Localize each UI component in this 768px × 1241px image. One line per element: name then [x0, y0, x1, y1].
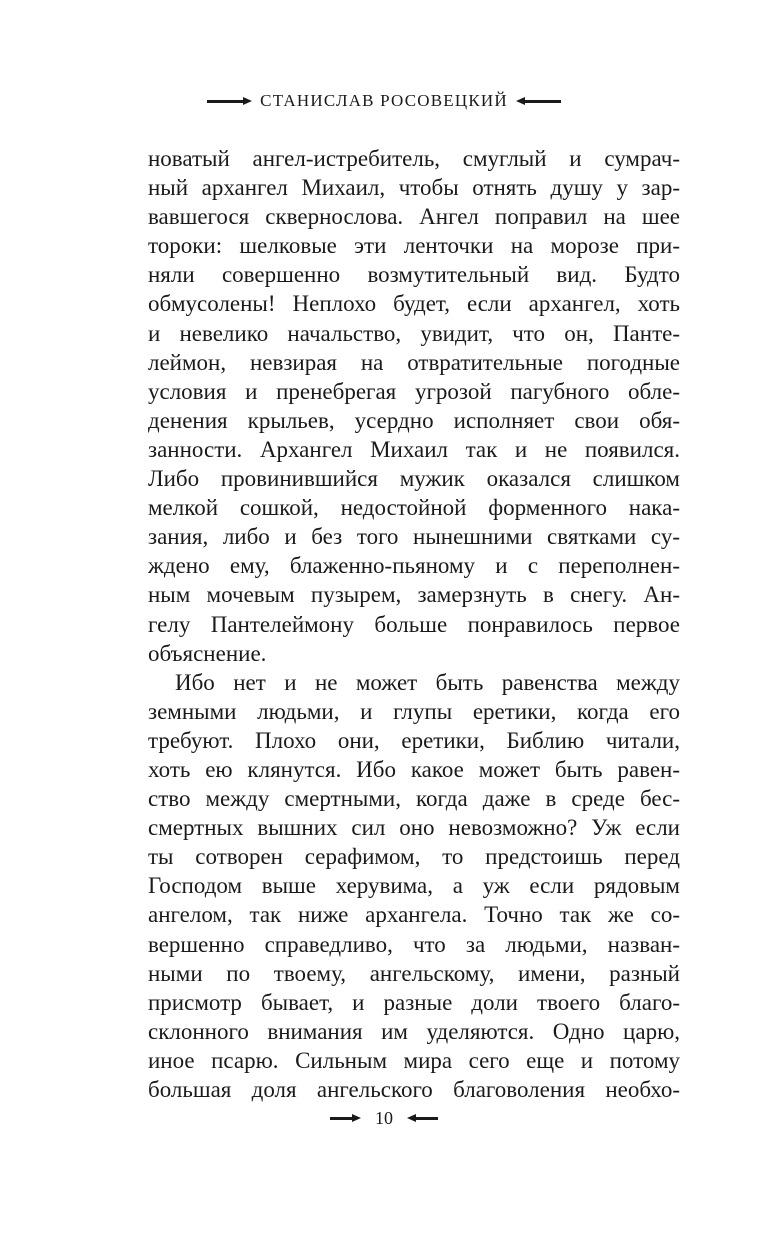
- text-line: ты сотворен серафимом, то предстоишь перед: [148, 844, 680, 870]
- text-line: тороки: шелковые эти ленточки на морозе при-: [148, 233, 680, 259]
- text-line: земными людьми, и глупы еретики, когда его: [148, 698, 680, 724]
- text-line: Либо провинившийся мужик оказался слишком: [148, 466, 680, 492]
- page-number: 10: [375, 1107, 393, 1128]
- text-line: обмусолены! Неплохо будет, если архангел, хоть: [148, 291, 680, 317]
- page-footer: [0, 1104, 768, 1132]
- paragraph-2: [148, 668, 680, 1104]
- text-line: ангелом, так ниже архангела. Точно так же со-: [148, 902, 680, 928]
- text-line: присмотр бывает, и разные доли твоего благо-: [148, 989, 680, 1015]
- text-line: хоть ею клянутся. Ибо какое может быть равен-: [148, 756, 680, 782]
- text-line: склонного внимания им уделяются. Одно царю,: [148, 1018, 680, 1044]
- text-line: вавшегося сквернослова. Ангел поправил на шее: [148, 204, 680, 230]
- text-line: условия и пренебрегая угрозой пагубного обле-: [148, 378, 680, 404]
- text-line: Ибо нет и не может быть равенства между: [175, 669, 680, 695]
- text-line: требуют. Плохо они, еретики, Библию читали,: [148, 727, 680, 753]
- text-line: ным мочевым пузырем, замерзнуть в снегу. Ан-: [148, 582, 680, 608]
- text-line: леймон, невзирая на отвратительные погодные: [148, 349, 680, 375]
- text-line: ными по твоему, ангельскому, имени, разный: [148, 960, 680, 986]
- footer-ornament-left: [330, 1114, 361, 1122]
- running-header: [0, 88, 768, 114]
- text-line: новатый ангел-истребитель, смуглый и сумрач-: [148, 146, 680, 171]
- text-line: иное псарю. Сильным мира сего еще и потому: [148, 1047, 680, 1073]
- text-line: гелу Пантелеймону больше понравилось первое: [148, 611, 680, 637]
- text-line: мелкой сошкой, недостойной форменного нака-: [148, 495, 680, 521]
- text-line: ство между смертными, когда даже в среде бес-: [148, 786, 680, 812]
- text-line: и невелико начальство, увидит, что он, Панте-: [148, 320, 680, 346]
- text-line: большая доля ангельского благоволения необхо-: [148, 1077, 680, 1102]
- running-head-author: СТАНИСЛАВ РОСОВЕЦКИЙ: [260, 91, 508, 110]
- text-line: ждено ему, блаженно-пьяному и с переполнен-: [148, 553, 680, 579]
- text-line: зания, либо и без того нынешними святками су-: [148, 524, 680, 550]
- header-ornament-right: [516, 97, 561, 105]
- text-line: ный архангел Михаил, чтобы отнять душу у зар-: [148, 175, 680, 201]
- body-text: [148, 144, 680, 1104]
- header-ornament-left: [207, 97, 252, 105]
- footer-ornament-right: [407, 1114, 438, 1122]
- text-line: вершенно справедливо, что за людьми, назван-: [148, 931, 680, 957]
- text-line: смертных вышних сил оно невозможно? Уж если: [148, 815, 680, 841]
- text-line: няли совершенно возмутительный вид. Будто: [148, 262, 680, 288]
- text-line: объяснение.: [148, 640, 267, 666]
- text-line: занности. Архангел Михаил так и не появился.: [148, 436, 680, 462]
- paragraph-1: [148, 144, 680, 668]
- text-line: денения крыльев, усердно исполняет свои обя-: [148, 407, 680, 433]
- text-line: Господом выше херувима, а уж если рядовым: [148, 873, 680, 899]
